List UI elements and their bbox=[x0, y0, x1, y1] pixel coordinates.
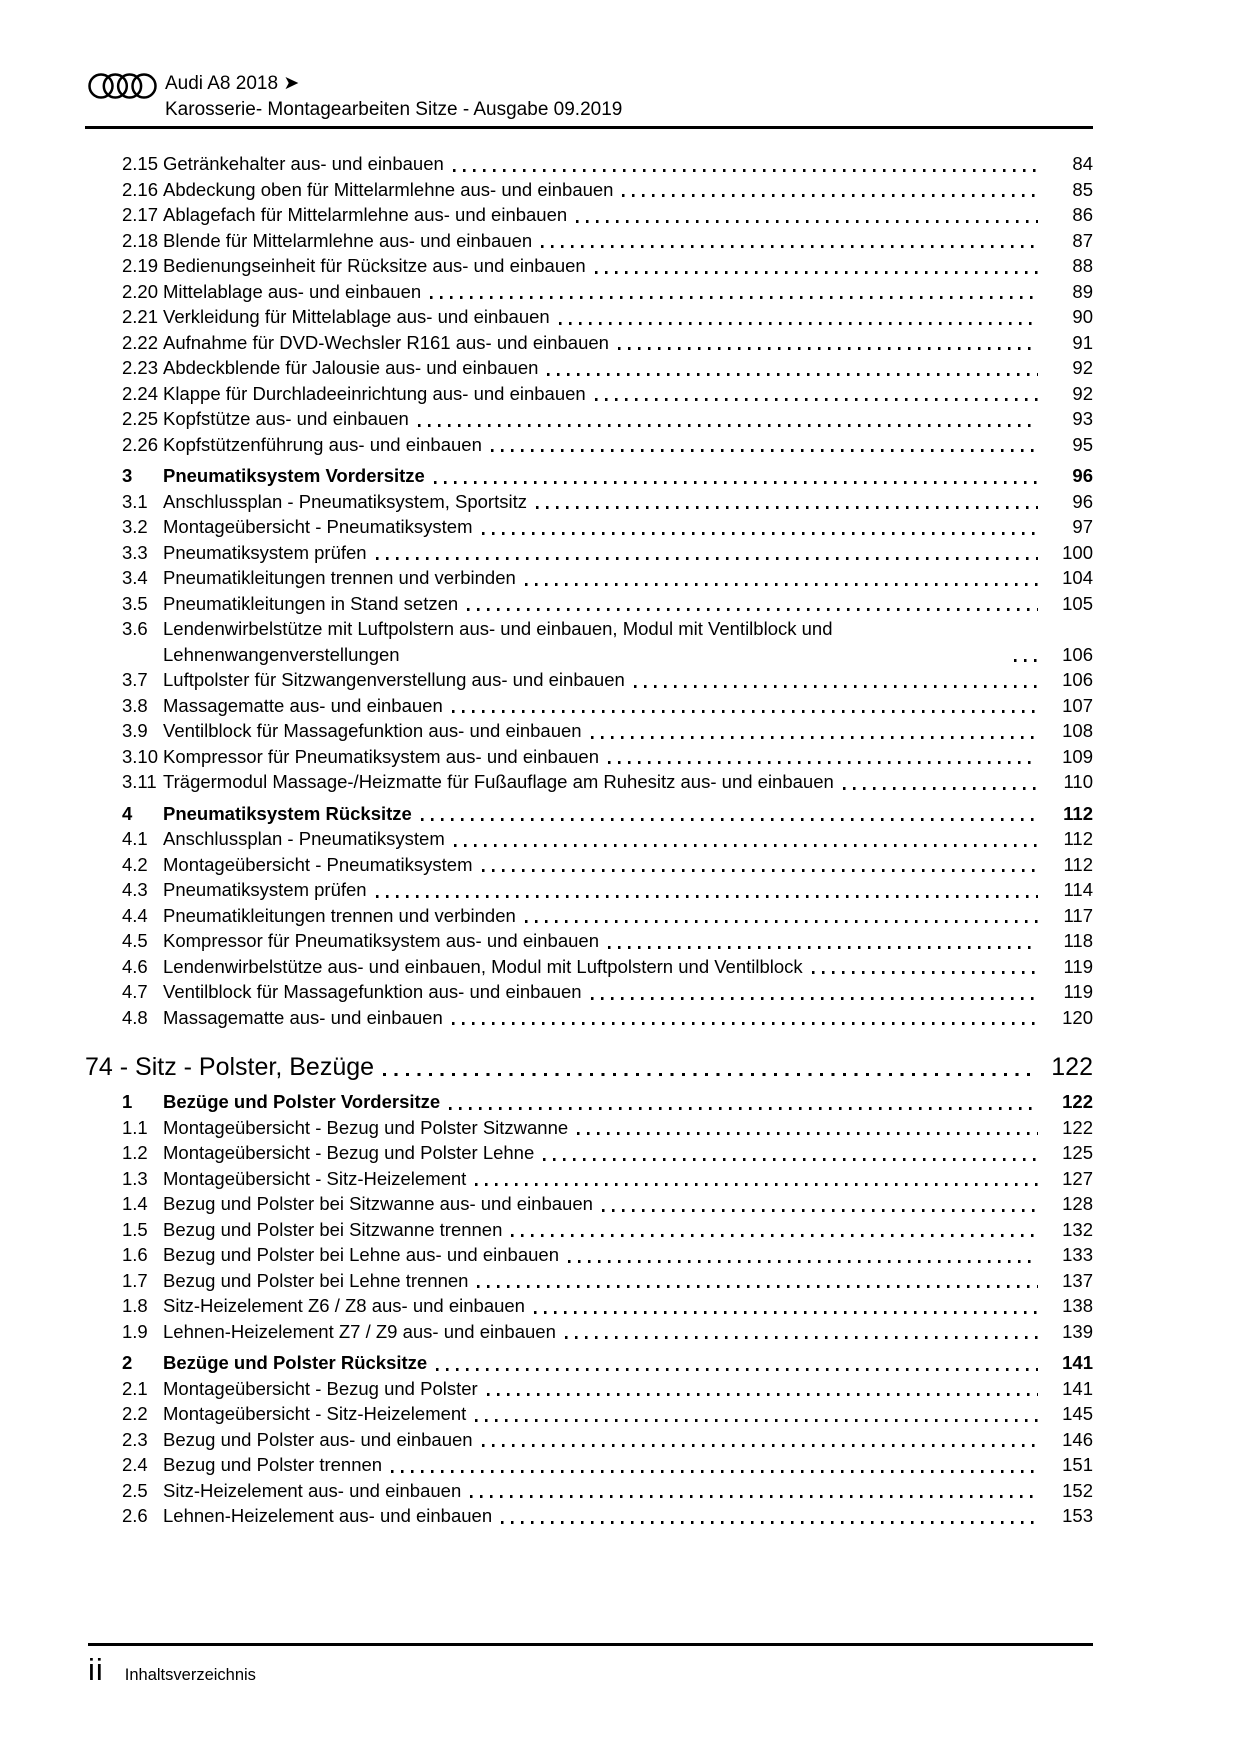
toc-chapter-entry[interactable] bbox=[85, 1051, 1093, 1083]
toc-entry-number: 4.7 bbox=[122, 981, 148, 1002]
toc-entry[interactable] bbox=[85, 667, 1093, 693]
toc-entry-title: Bezüge und Polster Vordersitze bbox=[163, 1091, 441, 1112]
toc-entry-number: 4.2 bbox=[122, 853, 148, 875]
dot-leader bbox=[541, 245, 1038, 248]
toc-entry-number: 3.1 bbox=[122, 490, 148, 512]
toc-entry-number: 2.16 bbox=[122, 178, 159, 200]
toc-entry-number: 2.21 bbox=[122, 306, 159, 327]
toc-entry-page: 128 bbox=[1062, 1193, 1093, 1214]
toc-entry-page: 122 bbox=[1062, 1116, 1093, 1138]
toc-entry-page: 152 bbox=[1062, 1479, 1093, 1501]
toc-entry-number: 3.8 bbox=[122, 694, 148, 716]
toc-entry-page: 93 bbox=[1072, 408, 1093, 429]
toc-entry-page: 85 bbox=[1072, 178, 1093, 200]
dot-leader bbox=[482, 1444, 1038, 1447]
toc-entry-page: 110 bbox=[1063, 771, 1093, 792]
dot-leader bbox=[421, 818, 1038, 821]
dot-leader bbox=[501, 1521, 1038, 1524]
toc-entry-number: 1.4 bbox=[122, 1193, 148, 1214]
toc-entry-title: Lehnen-Heizelement aus- und einbauen bbox=[163, 1505, 493, 1526]
toc-entry-number: 2.4 bbox=[122, 1454, 148, 1475]
toc-entry-title: Trägermodul Massage-/Heizmatte für Fußauflage am Ruhesitz aus- und einbauen bbox=[163, 771, 834, 792]
toc-entry-page: 84 bbox=[1072, 153, 1093, 174]
toc-entry-page: 112 bbox=[1063, 802, 1093, 824]
toc-entry[interactable] bbox=[85, 693, 1093, 719]
toc-entry-page: 95 bbox=[1072, 433, 1093, 455]
toc-entry[interactable] bbox=[85, 1478, 1093, 1504]
toc-entry[interactable] bbox=[85, 1217, 1093, 1243]
toc-entry-title: Abdeckung oben für Mittelarmlehne aus- und einbauen bbox=[163, 178, 614, 200]
toc-entry[interactable] bbox=[85, 852, 1093, 878]
toc-entry-number: 2.23 bbox=[122, 357, 159, 378]
toc-entry-page: 138 bbox=[1062, 1295, 1093, 1316]
toc-entry-title: Kopfstützenführung aus- und einbauen bbox=[163, 433, 482, 455]
toc-entry-title: Montageübersicht - Sitz-Heizelement bbox=[163, 1167, 467, 1189]
toc-entry-title: Pneumatikleitungen trennen und verbinden bbox=[163, 567, 516, 588]
toc-entry[interactable] bbox=[85, 463, 1093, 489]
toc-entry-page: 88 bbox=[1072, 255, 1093, 276]
toc-entry-number: 3.5 bbox=[122, 592, 148, 614]
dot-leader bbox=[559, 322, 1038, 325]
toc-entry-page: 104 bbox=[1062, 567, 1093, 588]
toc-entry-number: 2.5 bbox=[122, 1479, 148, 1501]
toc-entry-title: Sitz-Heizelement aus- und einbauen bbox=[163, 1479, 462, 1501]
toc-entry-number: 4.4 bbox=[122, 904, 148, 926]
dot-leader bbox=[452, 1022, 1038, 1025]
toc-entry-number: 1.6 bbox=[122, 1244, 148, 1265]
dot-leader bbox=[595, 398, 1038, 401]
toc-entry-page: 117 bbox=[1063, 904, 1093, 926]
toc-entry-page: 125 bbox=[1062, 1142, 1093, 1163]
toc-entry-page: 151 bbox=[1062, 1454, 1093, 1475]
toc-entry[interactable] bbox=[85, 1191, 1093, 1217]
dot-leader bbox=[376, 557, 1038, 560]
toc-entry[interactable] bbox=[85, 1401, 1093, 1427]
toc-entry-title: Pneumatikleitungen trennen und verbinden bbox=[163, 904, 516, 926]
dot-leader bbox=[418, 424, 1038, 427]
toc-entry-title: Bezüge und Polster Rücksitze bbox=[163, 1352, 428, 1373]
dot-leader bbox=[1014, 659, 1038, 662]
toc-entry[interactable] bbox=[85, 928, 1093, 954]
toc-entry[interactable] bbox=[85, 279, 1093, 305]
toc-entry-title: Massagematte aus- und einbauen bbox=[163, 694, 443, 716]
toc-entry-page: 96 bbox=[1072, 490, 1093, 512]
dot-leader bbox=[452, 710, 1038, 713]
toc-entry-title: 74 - Sitz - Polster, Bezüge bbox=[85, 1053, 375, 1081]
toc-entry[interactable] bbox=[85, 1350, 1093, 1376]
toc-entry-page: 122 bbox=[1062, 1091, 1093, 1112]
header-subtitle: Karosserie- Montagearbeiten Sitze - Ausgabe 09.2019 bbox=[165, 99, 623, 120]
toc-entry-number: 2.26 bbox=[122, 433, 159, 455]
toc-entry[interactable] bbox=[85, 718, 1093, 744]
toc-entry-number: 2.25 bbox=[122, 408, 159, 429]
toc-entry-number: 2.20 bbox=[122, 280, 159, 302]
dot-leader bbox=[525, 583, 1038, 586]
toc-entry-title: Pneumatikleitungen in Stand setzen bbox=[163, 592, 459, 614]
toc-entry-page: 109 bbox=[1062, 745, 1093, 767]
toc-entry[interactable] bbox=[85, 954, 1093, 980]
toc-entry-page: 120 bbox=[1062, 1006, 1093, 1028]
toc-entry-number: 4.6 bbox=[122, 955, 148, 977]
toc-entry[interactable] bbox=[85, 1376, 1093, 1402]
toc-entry-page: 137 bbox=[1062, 1269, 1093, 1291]
toc-entry-title: Pneumatiksystem Vordersitze bbox=[163, 465, 425, 486]
toc-entry-page: 139 bbox=[1062, 1320, 1093, 1342]
dot-leader bbox=[477, 1285, 1038, 1288]
toc-entry-number: 2.24 bbox=[122, 382, 159, 404]
toc-entry[interactable] bbox=[85, 1089, 1093, 1115]
footer-section-label: Inhaltsverzeichnis bbox=[124, 1666, 256, 1684]
toc-entry-page: 141 bbox=[1062, 1352, 1093, 1373]
toc-entry-page: 146 bbox=[1062, 1428, 1093, 1450]
toc-entry-page: 141 bbox=[1062, 1377, 1093, 1399]
toc-entry[interactable] bbox=[85, 432, 1093, 458]
toc-entry[interactable] bbox=[85, 616, 1093, 667]
dot-leader bbox=[843, 787, 1038, 790]
toc-entry-title: Anschlussplan - Pneumatiksystem, Sportsitz bbox=[163, 490, 527, 512]
toc-entry-title: Lendenwirbelstütze mit Luftpolstern aus- und einbauen, Modul mit Ventilblock und Lehnenwangenverstellungen bbox=[163, 618, 833, 665]
toc-entry-page: 90 bbox=[1072, 306, 1093, 327]
toc-entry-title: Bezug und Polster bei Sitzwanne aus- und einbauen bbox=[163, 1193, 593, 1214]
toc-entry-number: 1.3 bbox=[122, 1167, 148, 1189]
toc-entry-number: 2.2 bbox=[122, 1403, 148, 1424]
toc-entry-number: 2.22 bbox=[122, 331, 159, 353]
toc-entry-title: Lehnen-Heizelement Z7 / Z9 aus- und einbauen bbox=[163, 1320, 556, 1342]
dot-leader bbox=[467, 608, 1038, 611]
toc-entry[interactable] bbox=[85, 202, 1093, 228]
toc-entry-title: Montageübersicht - Bezug und Polster bbox=[163, 1377, 478, 1399]
toc-entry[interactable] bbox=[85, 903, 1093, 929]
dot-leader bbox=[453, 169, 1038, 172]
toc-entry-title: Pneumatiksystem prüfen bbox=[163, 541, 367, 563]
toc-entry[interactable] bbox=[85, 1427, 1093, 1453]
toc-entry-page: 119 bbox=[1063, 955, 1093, 977]
toc-entry[interactable] bbox=[85, 801, 1093, 827]
dot-leader bbox=[511, 1234, 1038, 1237]
dot-leader bbox=[634, 685, 1038, 688]
toc-entry-number: 3.2 bbox=[122, 516, 148, 537]
toc-entry-page: 97 bbox=[1072, 516, 1093, 537]
dot-leader bbox=[565, 1336, 1038, 1339]
toc-entry-page: 89 bbox=[1072, 280, 1093, 302]
toc-entry-number: 4.5 bbox=[122, 930, 148, 951]
toc-entry-page: 114 bbox=[1063, 879, 1093, 900]
toc-entry[interactable] bbox=[85, 1268, 1093, 1294]
dot-leader bbox=[525, 920, 1038, 923]
dot-leader bbox=[576, 220, 1038, 223]
toc-entry[interactable] bbox=[85, 304, 1093, 330]
toc-entry-page: 112 bbox=[1063, 853, 1093, 875]
toc-entry[interactable] bbox=[85, 1140, 1093, 1166]
toc-entry[interactable] bbox=[85, 253, 1093, 279]
toc-entry-number: 3.6 bbox=[122, 618, 148, 639]
toc-entry-title: Kompressor für Pneumatiksystem aus- und einbauen bbox=[163, 930, 599, 951]
toc-entry-number: 1.2 bbox=[122, 1142, 148, 1163]
toc-entry[interactable] bbox=[85, 769, 1093, 795]
toc-entry[interactable] bbox=[85, 1319, 1093, 1345]
dot-leader bbox=[602, 1209, 1038, 1212]
toc-entry[interactable] bbox=[85, 744, 1093, 770]
dot-leader bbox=[812, 971, 1038, 974]
toc-entry-page: 118 bbox=[1063, 930, 1093, 951]
footer-page-number: ii bbox=[88, 1652, 104, 1687]
dot-leader bbox=[475, 1183, 1038, 1186]
toc-entry-number: 2.6 bbox=[122, 1505, 148, 1526]
toc-entry[interactable] bbox=[85, 1005, 1093, 1031]
toc-entry-title: Luftpolster für Sitzwangenverstellung aus- und einbauen bbox=[163, 669, 625, 690]
toc-entry-number: 1.7 bbox=[122, 1269, 148, 1291]
toc-entry-title: Mittelablage aus- und einbauen bbox=[163, 280, 422, 302]
toc-entry-title: Bezug und Polster bei Lehne aus- und einbauen bbox=[163, 1244, 559, 1265]
toc-entry-page: 92 bbox=[1072, 382, 1093, 404]
dot-leader bbox=[608, 761, 1038, 764]
toc-entry-number: 1.5 bbox=[122, 1218, 148, 1240]
toc-entry[interactable] bbox=[85, 330, 1093, 356]
toc-entry[interactable] bbox=[85, 381, 1093, 407]
dot-leader bbox=[430, 296, 1038, 299]
toc-entry-page: 122 bbox=[1051, 1053, 1093, 1081]
toc-entry[interactable] bbox=[85, 177, 1093, 203]
dot-leader bbox=[608, 946, 1038, 949]
toc-entry-number: 4.8 bbox=[122, 1006, 148, 1028]
toc-entry-number: 2.17 bbox=[122, 204, 159, 225]
toc-entry-title: Anschlussplan - Pneumatiksystem bbox=[163, 828, 445, 849]
toc-entry-title: Kompressor für Pneumatiksystem aus- und einbauen bbox=[163, 745, 599, 767]
toc-entry-number: 2.19 bbox=[122, 255, 159, 276]
toc-entry-number: 4 bbox=[122, 802, 133, 824]
toc-entry-number: 2.15 bbox=[122, 153, 159, 174]
toc-entry-title: Pneumatiksystem Rücksitze bbox=[163, 802, 412, 824]
toc-entry-number: 1 bbox=[122, 1091, 133, 1112]
dot-leader bbox=[577, 1132, 1038, 1135]
toc-entry-number: 2.3 bbox=[122, 1428, 148, 1450]
toc-entry-number: 3.11 bbox=[122, 771, 157, 792]
toc-entry-page: 107 bbox=[1062, 694, 1093, 716]
toc-entry-title: Montageübersicht - Bezug und Polster Lehne bbox=[163, 1142, 535, 1163]
toc-entry-title: Ablagefach für Mittelarmlehne aus- und einbauen bbox=[163, 204, 568, 225]
toc-entry-number: 3 bbox=[122, 465, 133, 486]
dot-leader bbox=[622, 194, 1038, 197]
toc-entry-number: 3.9 bbox=[122, 720, 148, 741]
toc-entry[interactable] bbox=[85, 406, 1093, 432]
toc-entry[interactable] bbox=[85, 1452, 1093, 1478]
toc-entry-title: Pneumatiksystem prüfen bbox=[163, 879, 367, 900]
toc-entry-title: Abdeckblende für Jalousie aus- und einbauen bbox=[163, 357, 539, 378]
dot-leader bbox=[391, 1470, 1038, 1473]
toc-entry-number: 1.9 bbox=[122, 1320, 148, 1342]
toc-entry-title: Montageübersicht - Pneumatiksystem bbox=[163, 516, 473, 537]
toc-entry[interactable] bbox=[85, 355, 1093, 381]
toc-entry-title: Aufnahme für DVD-Wechsler R161 aus- und einbauen bbox=[163, 331, 609, 353]
dot-leader bbox=[568, 1260, 1038, 1263]
toc-entry-number: 4.1 bbox=[122, 828, 148, 849]
toc-entry[interactable] bbox=[85, 1242, 1093, 1268]
toc-entry-page: 108 bbox=[1062, 720, 1093, 741]
dot-leader bbox=[543, 1158, 1038, 1161]
toc-entry-title: Montageübersicht - Pneumatiksystem bbox=[163, 853, 473, 875]
toc-entry-title: Lendenwirbelstütze aus- und einbauen, Modul mit Luftpolstern und Ventilblock bbox=[163, 955, 803, 977]
toc-entry-page: 106 bbox=[1062, 643, 1093, 665]
toc-entry-title: Blende für Mittelarmlehne aus- und einbauen bbox=[163, 229, 533, 251]
toc-entry-title: Bezug und Polster trennen bbox=[163, 1454, 383, 1475]
toc-entry-page: 127 bbox=[1062, 1167, 1093, 1189]
dot-leader bbox=[482, 869, 1039, 872]
toc-entry-page: 86 bbox=[1072, 204, 1093, 225]
toc-list bbox=[85, 151, 1093, 1529]
header-rule bbox=[85, 126, 1093, 129]
toc-entry-number: 1.8 bbox=[122, 1295, 148, 1316]
toc-entry[interactable] bbox=[85, 565, 1093, 591]
toc-entry[interactable] bbox=[85, 877, 1093, 903]
dot-leader bbox=[487, 1393, 1038, 1396]
footer-rule bbox=[88, 1643, 1093, 1646]
dot-leader bbox=[482, 532, 1039, 535]
dot-leader bbox=[534, 1311, 1038, 1314]
toc-entry-title: Massagematte aus- und einbauen bbox=[163, 1006, 443, 1028]
toc-entry-page: 100 bbox=[1062, 541, 1093, 563]
dot-leader bbox=[434, 481, 1038, 484]
audi-rings-logo bbox=[88, 72, 158, 105]
toc-entry-page: 92 bbox=[1072, 357, 1093, 378]
dot-leader bbox=[547, 373, 1038, 376]
toc-entry-page: 119 bbox=[1063, 981, 1093, 1002]
toc-entry[interactable] bbox=[85, 514, 1093, 540]
toc-entry-page: 132 bbox=[1062, 1218, 1093, 1240]
toc-entry[interactable] bbox=[85, 1293, 1093, 1319]
toc-entry[interactable] bbox=[85, 151, 1093, 177]
dot-leader bbox=[436, 1368, 1038, 1371]
toc-entry-number: 2.1 bbox=[122, 1377, 148, 1399]
dot-leader bbox=[454, 844, 1038, 847]
dot-leader bbox=[591, 736, 1038, 739]
toc-entry-title: Bedienungseinheit für Rücksitze aus- und einbauen bbox=[163, 255, 586, 276]
toc-entry-page: 96 bbox=[1072, 465, 1093, 486]
toc-entry-page: 91 bbox=[1072, 331, 1093, 353]
dot-leader bbox=[383, 1073, 1030, 1076]
toc-entry-title: Montageübersicht - Sitz-Heizelement bbox=[163, 1403, 467, 1424]
toc-entry[interactable] bbox=[85, 979, 1093, 1005]
toc-entry-page: 106 bbox=[1062, 669, 1093, 690]
toc-entry[interactable] bbox=[85, 228, 1093, 254]
dot-leader bbox=[591, 997, 1038, 1000]
toc-entry-title: Sitz-Heizelement Z6 / Z8 aus- und einbauen bbox=[163, 1295, 525, 1316]
toc-entry[interactable] bbox=[85, 540, 1093, 566]
toc-entry[interactable] bbox=[85, 489, 1093, 515]
toc-entry-page: 87 bbox=[1072, 229, 1093, 251]
toc-entry-number: 3.7 bbox=[122, 669, 148, 690]
dot-leader bbox=[475, 1419, 1038, 1422]
toc-entry-title: Verkleidung für Mittelablage aus- und einbauen bbox=[163, 306, 550, 327]
page-footer bbox=[88, 1652, 256, 1688]
toc-entry-title: Bezug und Polster bei Sitzwanne trennen bbox=[163, 1218, 503, 1240]
toc-entry-title: Bezug und Polster bei Lehne trennen bbox=[163, 1269, 469, 1291]
toc-entry-page: 105 bbox=[1062, 592, 1093, 614]
toc-entry-title: Bezug und Polster aus- und einbauen bbox=[163, 1428, 473, 1450]
toc-entry-page: 153 bbox=[1062, 1505, 1093, 1526]
toc-entry-number: 2 bbox=[122, 1352, 133, 1373]
dot-leader bbox=[595, 271, 1038, 274]
toc-entry-title: Montageübersicht - Bezug und Polster Sitzwanne bbox=[163, 1116, 569, 1138]
toc-entry-number: 1.1 bbox=[122, 1116, 148, 1138]
dot-leader bbox=[618, 347, 1038, 350]
toc-entry-number: 3.4 bbox=[122, 567, 148, 588]
toc-entry[interactable] bbox=[85, 826, 1093, 852]
toc-entry-number: 4.3 bbox=[122, 879, 148, 900]
dot-leader bbox=[491, 449, 1038, 452]
dot-leader bbox=[376, 895, 1038, 898]
toc-entry-title: Kopfstütze aus- und einbauen bbox=[163, 408, 409, 429]
toc-entry[interactable] bbox=[85, 1166, 1093, 1192]
toc-entry-title: Getränkehalter aus- und einbauen bbox=[163, 153, 444, 174]
toc-entry-title: Ventilblock für Massagefunktion aus- und einbauen bbox=[163, 981, 582, 1002]
toc-entry[interactable] bbox=[85, 1115, 1093, 1141]
toc-entry[interactable] bbox=[85, 591, 1093, 617]
toc-entry-number: 2.18 bbox=[122, 229, 159, 251]
toc-entry[interactable] bbox=[85, 1503, 1093, 1529]
toc-entry-title: Klappe für Durchladeeinrichtung aus- und einbauen bbox=[163, 382, 586, 404]
toc-entry-number: 3.3 bbox=[122, 541, 148, 563]
toc-entry-page: 112 bbox=[1063, 828, 1093, 849]
toc-entry-title: Ventilblock für Massagefunktion aus- und einbauen bbox=[163, 720, 582, 741]
dot-leader bbox=[449, 1107, 1038, 1110]
dot-leader bbox=[470, 1495, 1038, 1498]
toc-entry-number: 3.10 bbox=[122, 745, 159, 767]
header-model-line: Audi A8 2018 ➤ bbox=[165, 73, 300, 94]
toc-entry-page: 145 bbox=[1062, 1403, 1093, 1424]
toc-entry-page: 133 bbox=[1062, 1244, 1093, 1265]
document-header bbox=[165, 71, 622, 123]
dot-leader bbox=[536, 506, 1038, 509]
